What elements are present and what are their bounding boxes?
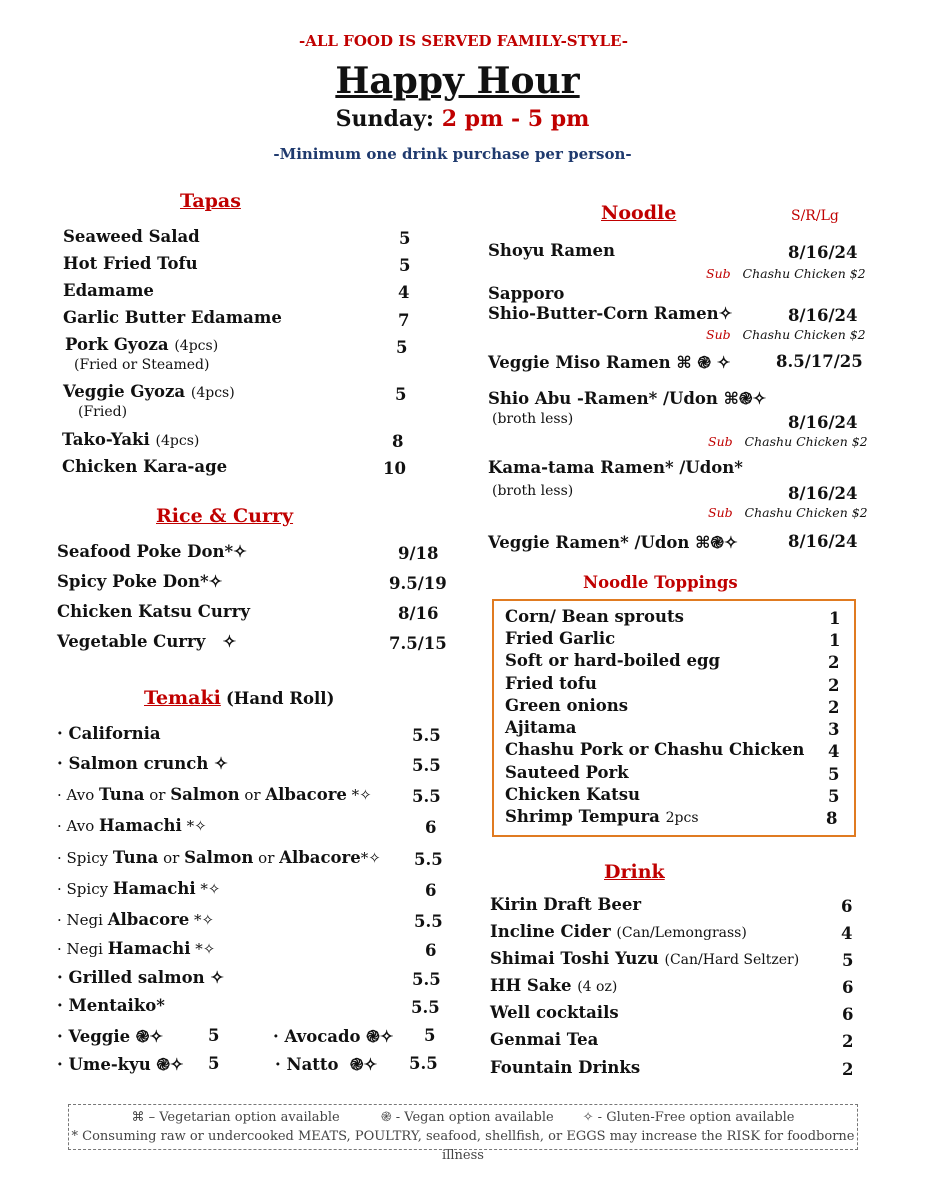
menu-item: · Veggie ֎✧	[57, 1027, 164, 1046]
menu-item-note: (Fried)	[78, 404, 128, 420]
toppings-title: Noodle Toppings	[583, 573, 738, 592]
menu-item: Garlic Butter Edamame	[63, 308, 282, 327]
menu-price: 8/16/24	[788, 243, 858, 262]
menu-price: 5	[828, 765, 840, 784]
menu-price: 8	[392, 432, 404, 451]
gluten-free-legend: ✧ - Gluten-Free option available	[582, 1110, 795, 1125]
menu-price: 5.5	[412, 970, 441, 989]
noodle-sizes: S/R/Lg	[791, 208, 839, 224]
sub-note: Sub Chashu Chicken $2	[708, 505, 868, 520]
temaki-subtitle: (Hand Roll)	[225, 689, 335, 708]
menu-item: · Negi Hamachi *✧	[57, 939, 216, 958]
tapas-title: Tapas	[180, 190, 241, 212]
menu-item: Hot Fried Tofu	[63, 254, 198, 273]
menu-price: 5	[208, 1054, 220, 1073]
page-title: Happy Hour	[335, 60, 580, 102]
menu-item: Spicy Poke Don*✧	[57, 572, 223, 591]
menu-item: Kirin Draft Beer	[490, 895, 642, 914]
menu-price: 5	[208, 1026, 220, 1045]
menu-price: 1	[829, 609, 841, 628]
menu-price: 5	[399, 256, 411, 275]
family-style-notice: -ALL FOOD IS SERVED FAMILY-STYLE-	[299, 32, 628, 50]
menu-price: 6	[842, 1005, 854, 1024]
menu-price: 6	[425, 881, 437, 900]
drink-title: Drink	[604, 861, 665, 883]
menu-item: Pork Gyoza (4pcs)	[65, 335, 219, 354]
menu-price: 2	[842, 1060, 854, 1079]
menu-item-note: (broth less)	[492, 411, 574, 427]
menu-price: 1	[829, 631, 841, 650]
menu-price: 5.5	[414, 912, 443, 931]
menu-item: Soft or hard-boiled egg	[505, 651, 721, 670]
menu-price: 8/16	[398, 604, 439, 623]
menu-price: 5	[424, 1026, 436, 1045]
menu-item: Green onions	[505, 696, 629, 715]
day-label: Sunday:	[335, 106, 435, 132]
menu-item: · Natto ֎✧	[275, 1055, 378, 1074]
menu-price: 5	[828, 787, 840, 806]
menu-price: 9/18	[398, 544, 439, 563]
menu-item: Edamame	[63, 281, 154, 300]
menu-item: · Spicy Tuna or Salmon or Albacore*✧	[57, 848, 381, 867]
menu-item: Fountain Drinks	[490, 1058, 641, 1077]
sub-note: Sub Chashu Chicken $2	[706, 327, 866, 342]
menu-item: Chicken Katsu	[505, 785, 641, 804]
vegan-legend: ֎ - Vegan option available	[381, 1110, 554, 1125]
menu-price: 7.5/15	[389, 634, 447, 653]
menu-item: Chicken Kara-age	[62, 457, 228, 476]
menu-item: · Avo Tuna or Salmon or Albacore *✧	[57, 785, 372, 804]
menu-item: Shoyu Ramen	[488, 241, 615, 260]
menu-item: Ajitama	[505, 718, 577, 737]
menu-price: 5	[395, 385, 407, 404]
menu-price: 5.5	[411, 998, 440, 1017]
menu-item: Fried tofu	[505, 674, 597, 693]
menu-item: Shio Abu -Ramen* /Udon ⌘֎✧	[488, 389, 767, 408]
menu-price: 6	[842, 978, 854, 997]
vegetarian-legend: ⌘ – Vegetarian option available	[131, 1110, 340, 1125]
menu-item: Chashu Pork or Chashu Chicken	[505, 740, 805, 759]
menu-item: Vegetable Curry ✧	[57, 632, 237, 651]
sub-note: Sub Chashu Chicken $2	[708, 434, 868, 449]
menu-item: Shimai Toshi Yuzu (Can/Hard Seltzer)	[490, 949, 800, 968]
menu-price: 2	[842, 1032, 854, 1051]
menu-price: 6	[841, 897, 853, 916]
menu-item: Fried Garlic	[505, 629, 616, 648]
menu-price: 3	[828, 720, 840, 739]
menu-item: · Salmon crunch ✧	[57, 754, 228, 773]
menu-price: 5	[399, 229, 411, 248]
menu-price: 8.5/17/25	[776, 352, 863, 371]
menu-price: 5.5	[414, 850, 443, 869]
menu-item-note: (broth less)	[492, 483, 574, 499]
menu-item: Chicken Katsu Curry	[57, 602, 250, 621]
temaki-title: Temaki	[144, 687, 221, 709]
menu-price: 5.5	[412, 726, 441, 745]
menu-item: Corn/ Bean sprouts	[505, 607, 684, 626]
menu-price: 6	[425, 941, 437, 960]
menu-item: Well cocktails	[490, 1003, 619, 1022]
menu-item: · Ume-kyu ֎✧	[57, 1055, 184, 1074]
menu-item: Kama-tama Ramen* /Udon*	[488, 458, 743, 477]
menu-item: Sauteed Pork	[505, 763, 629, 782]
menu-price: 5	[842, 951, 854, 970]
menu-price: 7	[398, 311, 410, 330]
temaki-heading	[144, 687, 334, 709]
menu-price: 4	[398, 283, 410, 302]
menu-price: 5.5	[409, 1054, 438, 1073]
menu-price: 5.5	[412, 756, 441, 775]
legend-symbols	[69, 1108, 857, 1127]
menu-item: Incline Cider (Can/Lemongrass)	[490, 922, 747, 941]
menu-item: · Spicy Hamachi *✧	[57, 879, 221, 898]
menu-item: · California	[57, 724, 161, 743]
menu-item: Seafood Poke Don*✧	[57, 542, 247, 561]
menu-price: 8/16/24	[788, 484, 858, 503]
menu-item: Shrimp Tempura 2pcs	[505, 807, 699, 826]
menu-price: 5.5	[412, 787, 441, 806]
menu-price: 9.5/19	[389, 574, 447, 593]
menu-price: 6	[425, 818, 437, 837]
menu-item: · Negi Albacore *✧	[57, 910, 215, 929]
menu-item: HH Sake (4 oz)	[490, 976, 618, 995]
menu-price: 2	[828, 653, 840, 672]
menu-item: · Grilled salmon ✧	[57, 968, 225, 987]
menu-price: 4	[841, 924, 853, 943]
menu-price: 8/16/24	[788, 532, 858, 551]
menu-item-prefix: Sapporo	[488, 284, 565, 303]
minimum-drink-notice: -Minimum one drink purchase per person-	[273, 145, 632, 163]
menu-item: Genmai Tea	[490, 1030, 599, 1049]
menu-item: · Avocado ֎✧	[273, 1027, 394, 1046]
menu-price: 2	[828, 698, 840, 717]
menu-item: · Avo Hamachi *✧	[57, 816, 207, 835]
schedule	[0, 106, 925, 132]
menu-price: 5	[396, 338, 408, 357]
menu-price: 8	[826, 809, 838, 828]
menu-item: Veggie Miso Ramen ⌘ ֎ ✧	[488, 353, 731, 372]
menu-item: · Mentaiko*	[57, 996, 165, 1015]
menu-price: 2	[828, 676, 840, 695]
menu-price: 4	[828, 742, 840, 761]
menu-item: Shio-Butter-Corn Ramen✧	[488, 304, 733, 323]
food-safety-warning: * Consuming raw or undercooked MEATS, POULTRY, seafood, shellfish, or EGGS may increase the RISK for foodborne illness	[71, 1129, 855, 1163]
time-range: 2 pm - 5 pm	[441, 106, 590, 132]
legend-box	[68, 1104, 858, 1163]
menu-item: Seaweed Salad	[63, 227, 200, 246]
menu-item: Veggie Ramen* /Udon ⌘֎✧	[488, 533, 738, 552]
menu-item-note: (Fried or Steamed)	[74, 357, 210, 373]
menu-item: Veggie Gyoza (4pcs)	[63, 382, 235, 401]
menu-price: 10	[383, 459, 406, 478]
rice-curry-title: Rice & Curry	[156, 505, 294, 527]
menu-price: 8/16/24	[788, 413, 858, 432]
menu-price: 8/16/24	[788, 306, 858, 325]
menu-item: Tako-Yaki (4pcs)	[62, 430, 200, 449]
sub-note: Sub Chashu Chicken $2	[706, 266, 866, 281]
noodle-title: Noodle	[601, 202, 677, 224]
